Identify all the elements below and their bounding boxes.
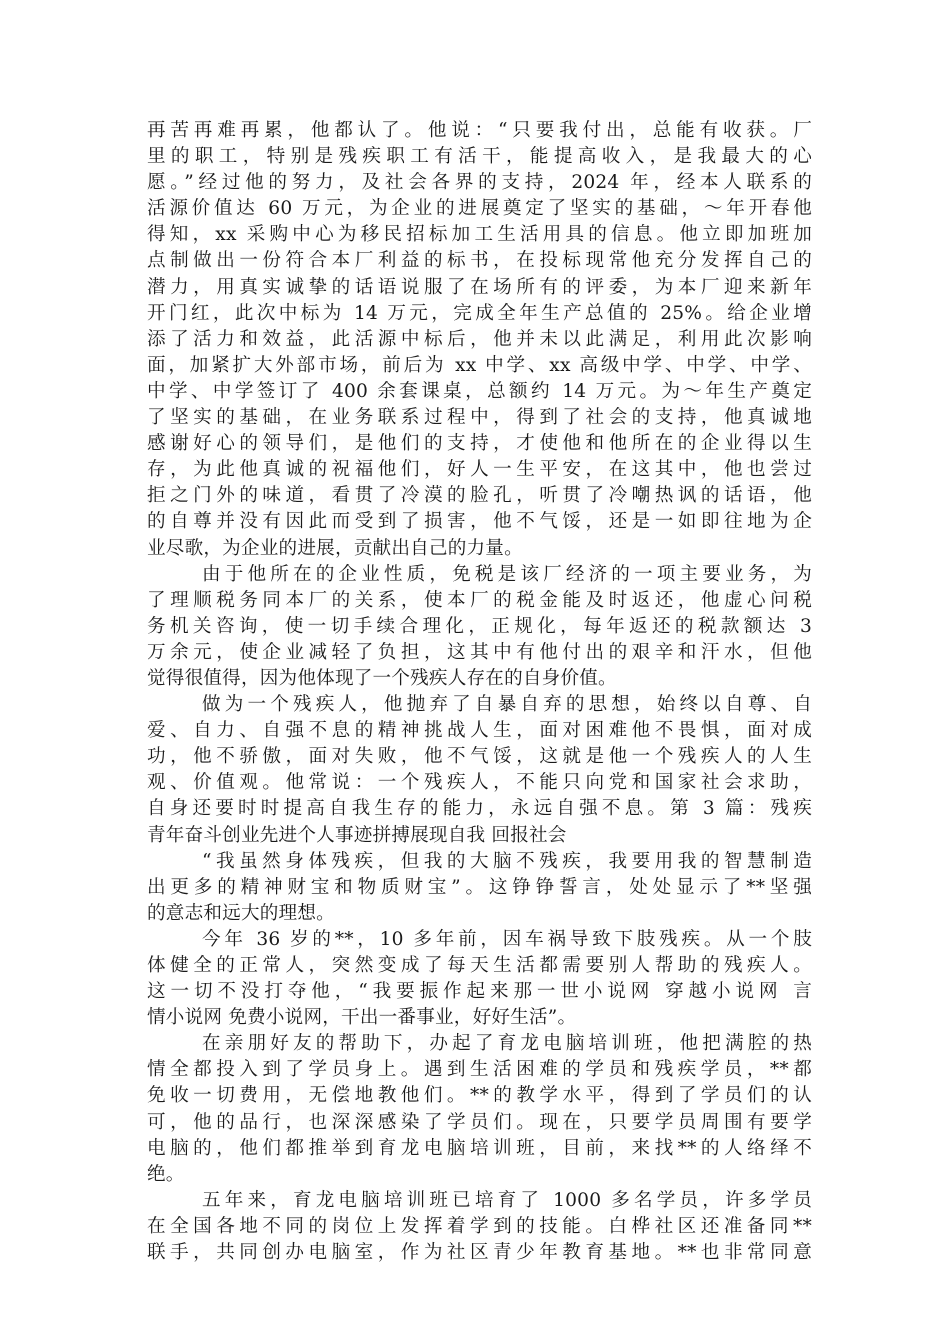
paragraph-first-line: 做为一个残疾人，他抛弃了自暴自弃的思想，始终以自尊、自 bbox=[202, 694, 812, 716]
text-line: 再苦再难再累，他都认了。他说：“只要我付出，总能有收获。厂 bbox=[147, 120, 812, 141]
text-line: 观、价值观。他常说：一个残疾人，不能只向党和国家社会求助， bbox=[147, 772, 812, 794]
text-line: 了理顺税务同本厂的关系，使本厂的税金能及时返还，他虚心问税 bbox=[147, 589, 812, 611]
text-line: 在全国各地不同的岗位上发挥着学到的技能。白桦社区还准备同** bbox=[147, 1215, 812, 1237]
text-line: 觉得很值得，因为他体现了一个残疾人存在的自身价值。 bbox=[147, 667, 617, 689]
paragraph-first-line: 在亲朋好友的帮助下，办起了育龙电脑培训班，他把满腔的热 bbox=[202, 1033, 812, 1055]
paragraph-first-line: “我虽然身体残疾，但我的大脑不残疾，我要用我的智慧制造 bbox=[202, 850, 812, 872]
text-line: 情全都投入到了学员身上。遇到生活困难的学员和残疾学员，**都 bbox=[147, 1059, 812, 1081]
text-line: 绝。 bbox=[147, 1163, 185, 1185]
text-line: 存，为此他真诚的祝福他们，好人一生平安，在这其中，他也尝过 bbox=[147, 459, 812, 481]
text-line: 开门红，此次中标为 14 万元，完成全年生产总值的 25%。给企业增 bbox=[147, 302, 812, 324]
text-line: 了坚实的基础，在业务联系过程中，得到了社会的支持，他真诚地 bbox=[147, 407, 812, 429]
text-line: 功，他不骄傲，面对失败，他不气馁，这就是他一个残疾人的人生 bbox=[147, 746, 812, 768]
text-line: 业尽歌，为企业的进展，贡献出自己的力量。 bbox=[147, 537, 523, 559]
text-line: 可，他的品行，也深深感染了学员们。现在，只要学员周围有要学 bbox=[147, 1111, 812, 1133]
text-line: 潜力，用真实诚挚的话语说服了在场所有的评委，为本厂迎来新年 bbox=[147, 276, 812, 298]
text-line: 中学、中学签订了 400 余套课桌，总额约 14 万元。为～年生产奠定 bbox=[147, 380, 812, 402]
text-line: 里的职工，特别是残疾职工有活干，能提高收入，是我最大的心 bbox=[147, 146, 812, 168]
text-line: 得知，xx 采购中心为移民招标加工生活用具的信息。他立即加班加 bbox=[147, 224, 812, 246]
text-line: 面，加紧扩大外部市场，前后为 xx 中学、xx 高级中学、中学、中学、 bbox=[147, 354, 812, 376]
text-line: 情小说网 免费小说网，干出一番事业，好好生活”。 bbox=[147, 1007, 577, 1029]
paragraph-first-line: 今年 36 岁的**，10 多年前，因车祸导致下肢残疾。从一个肢 bbox=[202, 928, 812, 950]
text-line: 点制做出一份符合本厂利益的标书，在投标现常他充分发挥自己的 bbox=[147, 250, 812, 272]
text-line: 愿。”经过他的努力，及社会各界的支持，2024 年，经本人联系的 bbox=[147, 172, 812, 194]
text-line: 爱、自力、自强不息的精神挑战人生，面对困难他不畏惧，面对成 bbox=[147, 720, 812, 742]
text-line: 这一切不没打夺他，“我要振作起来那一世小说网 穿越小说网 言 bbox=[147, 981, 812, 1003]
text-line: 体健全的正常人，突然变成了每天生活都需要别人帮助的残疾人。 bbox=[147, 955, 812, 976]
text-line: 电脑的，他们都推举到育龙电脑培训班，目前，来找**的人络绎不 bbox=[147, 1137, 812, 1159]
paragraph-first-line: 五年来，育龙电脑培训班已培育了 1000 多名学员，许多学员 bbox=[202, 1189, 812, 1211]
text-line: 免收一切费用，无偿地教他们。**的教学水平，得到了学员们的认 bbox=[147, 1085, 812, 1107]
text-line: 自身还要时时提高自我生存的能力，永远自强不息。第 3 篇：残疾 bbox=[147, 798, 812, 820]
text-line: 感谢好心的领导们，是他们的支持，才使他和他所在的企业得以生 bbox=[147, 433, 812, 455]
text-line: 出更多的精神财宝和物质财宝”。这铮铮誓言，处处显示了**坚强 bbox=[147, 876, 812, 898]
text-line: 务机关咨询，使一切手续合理化，正规化，每年返还的税款额达 3 bbox=[147, 615, 812, 637]
text-line: 添了活力和效益，此活源中标后，他并未以此满足，利用此次影响 bbox=[147, 328, 812, 350]
document-body bbox=[147, 118, 812, 1266]
text-line: 联手，共同创办电脑室，作为社区青少年教育基地。**也非常同意 bbox=[147, 1242, 812, 1264]
text-line: 的意志和远大的理想。 bbox=[147, 902, 335, 924]
text-line: 拒之门外的味道，看贯了冷漠的脸孔，听贯了冷嘲热讽的话语，他 bbox=[147, 485, 812, 507]
text-line: 的自尊并没有因此而受到了损害，他不气馁，还是一如即往地为企 bbox=[147, 511, 812, 533]
text-line: 万余元，使企业减轻了负担，这其中有他付出的艰辛和汗水，但他 bbox=[147, 641, 812, 663]
paragraph-first-line: 由于他所在的企业性质，免税是该厂经济的一项主要业务，为 bbox=[202, 563, 812, 585]
text-line: 活源价值达 60 万元，为企业的进展奠定了坚实的基础，～年开春他 bbox=[147, 198, 812, 220]
section-heading-line: 青年奋斗创业先进个人事迹拼搏展现自我 回报社会 bbox=[147, 824, 567, 846]
